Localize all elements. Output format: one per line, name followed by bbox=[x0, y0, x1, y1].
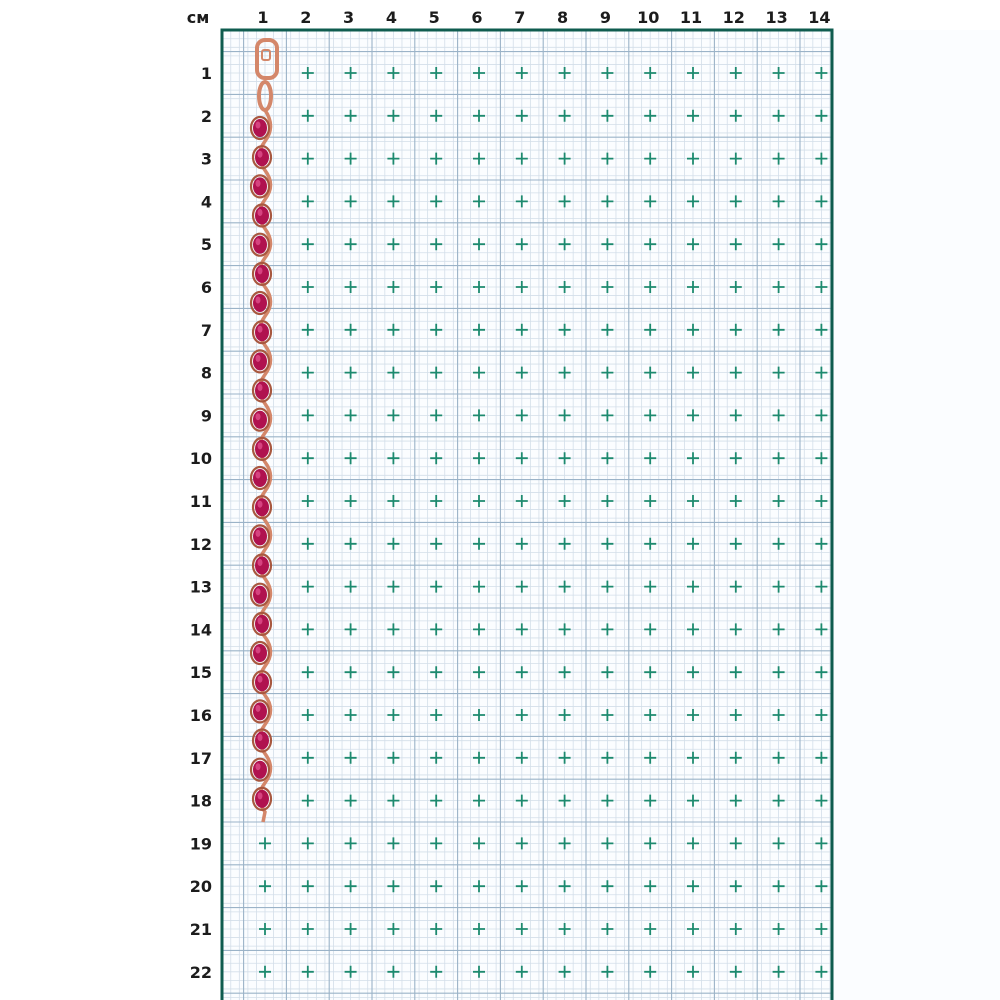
gem-stone bbox=[255, 732, 269, 750]
gem-link bbox=[251, 467, 269, 489]
gem-link bbox=[253, 263, 271, 285]
gem-link bbox=[253, 438, 271, 460]
gem-highlight bbox=[258, 151, 263, 158]
gem-highlight bbox=[256, 413, 261, 420]
gem-highlight bbox=[256, 297, 261, 304]
gem-stone bbox=[253, 411, 267, 429]
gem-link bbox=[251, 234, 269, 256]
gem-highlight bbox=[258, 267, 263, 274]
gem-stone bbox=[253, 352, 267, 370]
gem-stone bbox=[255, 207, 269, 225]
x-axis-label: 8 bbox=[557, 8, 569, 27]
gem-highlight bbox=[258, 617, 263, 624]
x-axis-label: 2 bbox=[300, 8, 312, 27]
gem-link bbox=[251, 525, 269, 547]
x-axis-label: 4 bbox=[385, 8, 397, 27]
y-axis-label: 18 bbox=[189, 791, 212, 811]
y-axis-label: 1 bbox=[200, 64, 212, 83]
y-axis-label: 21 bbox=[189, 920, 212, 939]
gem-stone bbox=[255, 148, 269, 166]
gem-highlight bbox=[258, 326, 263, 333]
y-axis-label: 16 bbox=[189, 706, 212, 725]
gem-link bbox=[251, 175, 269, 197]
gem-highlight bbox=[256, 122, 261, 129]
y-axis-label: 2 bbox=[200, 106, 212, 126]
gem-stone bbox=[255, 382, 269, 400]
unit-label: см bbox=[186, 8, 210, 27]
gem-highlight bbox=[258, 209, 263, 216]
x-axis-label: 13 bbox=[765, 8, 788, 27]
gem-highlight bbox=[256, 763, 261, 770]
x-axis-label: 12 bbox=[722, 8, 745, 27]
gem-highlight bbox=[256, 355, 261, 362]
x-axis-label: 7 bbox=[514, 8, 526, 27]
gem-stone bbox=[253, 294, 267, 312]
gem-link bbox=[253, 730, 271, 752]
gem-link bbox=[253, 496, 271, 518]
y-axis-label: 4 bbox=[200, 192, 212, 212]
y-axis-label: 11 bbox=[189, 492, 212, 511]
y-axis-label: 17 bbox=[189, 748, 212, 768]
y-axis-label: 14 bbox=[189, 620, 212, 640]
gem-link bbox=[253, 671, 271, 693]
gem-stone bbox=[253, 469, 267, 487]
y-axis-label: 8 bbox=[200, 363, 212, 383]
grid-paper bbox=[222, 30, 1000, 1000]
gem-stone bbox=[255, 498, 269, 516]
gem-highlight bbox=[256, 238, 261, 245]
x-axis-label: 3 bbox=[343, 8, 355, 27]
x-axis-label: 10 bbox=[637, 8, 660, 27]
x-axis-label: 9 bbox=[599, 8, 611, 27]
gem-highlight bbox=[256, 705, 261, 712]
gem-link bbox=[253, 146, 271, 168]
gem-stone bbox=[255, 440, 269, 458]
gem-highlight bbox=[258, 734, 263, 741]
gem-highlight bbox=[256, 588, 261, 595]
gem-highlight bbox=[256, 530, 261, 537]
gem-stone bbox=[255, 673, 269, 691]
gem-stone bbox=[253, 527, 267, 545]
gem-link bbox=[253, 321, 271, 343]
gem-highlight bbox=[258, 792, 263, 799]
gem-link bbox=[253, 205, 271, 227]
y-axis-label: 19 bbox=[189, 834, 212, 854]
gem-highlight bbox=[258, 559, 263, 566]
gem-stone bbox=[255, 265, 269, 283]
gem-highlight bbox=[258, 442, 263, 449]
gem-stone bbox=[253, 177, 267, 195]
gem-highlight bbox=[258, 501, 263, 508]
gem-highlight bbox=[256, 472, 261, 479]
gem-link bbox=[251, 759, 269, 781]
gem-stone bbox=[255, 557, 269, 575]
gem-stone bbox=[253, 119, 267, 137]
gem-stone bbox=[253, 761, 267, 779]
gem-stone bbox=[255, 790, 269, 808]
gem-highlight bbox=[256, 647, 261, 654]
y-axis-label: 3 bbox=[200, 149, 212, 169]
x-axis-label: 1 bbox=[257, 8, 269, 27]
y-axis-label: 10 bbox=[189, 449, 212, 469]
gem-link bbox=[251, 409, 269, 431]
gem-link bbox=[251, 292, 269, 314]
gem-link bbox=[253, 380, 271, 402]
gem-link bbox=[251, 642, 269, 664]
gem-stone bbox=[253, 586, 267, 604]
gem-stone bbox=[253, 236, 267, 254]
x-axis-label: 11 bbox=[679, 8, 703, 27]
y-axis-label: 15 bbox=[189, 663, 212, 683]
gem-link bbox=[253, 555, 271, 577]
gem-highlight bbox=[258, 676, 263, 683]
gem-link bbox=[251, 700, 269, 722]
gem-link bbox=[251, 350, 269, 372]
gem-stone bbox=[253, 702, 267, 720]
y-axis-label: 22 bbox=[189, 962, 212, 982]
gem-link bbox=[251, 584, 269, 606]
gem-highlight bbox=[256, 180, 261, 187]
x-axis-label: 14 bbox=[808, 8, 831, 27]
gem-link bbox=[253, 788, 271, 810]
gem-stone bbox=[253, 644, 267, 662]
y-axis-label: 9 bbox=[200, 406, 212, 426]
y-axis-label: 5 bbox=[200, 235, 212, 255]
y-axis-label: 12 bbox=[189, 534, 212, 554]
y-axis-label: 6 bbox=[200, 278, 212, 297]
x-axis-label: 6 bbox=[471, 8, 483, 27]
y-axis-label: 7 bbox=[200, 320, 212, 340]
gem-stone bbox=[255, 323, 269, 341]
gem-highlight bbox=[258, 384, 263, 391]
gem-link bbox=[253, 613, 271, 635]
y-axis-label: 13 bbox=[189, 577, 212, 597]
gem-link bbox=[251, 117, 269, 139]
gem-stone bbox=[255, 615, 269, 633]
y-axis-label: 20 bbox=[189, 877, 212, 897]
x-axis-label: 5 bbox=[428, 8, 440, 27]
